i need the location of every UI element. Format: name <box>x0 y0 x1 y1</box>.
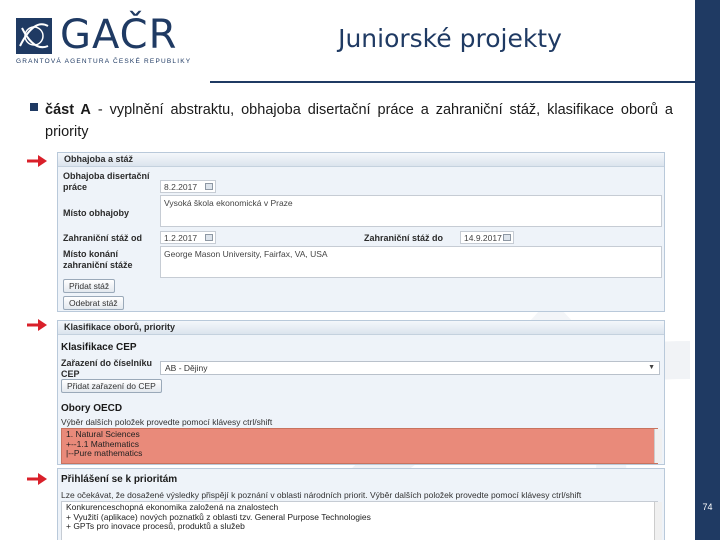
oecd-hint: Výběr dalších položek provedte pomocí klávesy ctrl/shift <box>61 417 273 427</box>
list-item[interactable]: + GPTs pro inovace procesů, produktů a služeb <box>66 521 245 531</box>
stay-place-label: Místo konání zahraniční stáže <box>63 249 133 270</box>
bullet-lead: část A <box>45 102 91 118</box>
list-item[interactable]: +--1.1 Mathematics <box>66 438 139 449</box>
cep-title: Klasifikace CEP <box>61 342 137 353</box>
defense-date-value: 8.2.2017 <box>164 182 198 192</box>
calendar-icon[interactable] <box>205 234 213 241</box>
add-cep-button[interactable]: Přidat zařazení do CEP <box>61 379 162 393</box>
page-number: 74 <box>702 502 713 512</box>
bullet-square <box>30 103 38 111</box>
arrow-icon <box>26 154 48 168</box>
remove-stay-button[interactable]: Odebrat stáž <box>63 296 124 310</box>
calendar-icon[interactable] <box>205 183 213 190</box>
panel-header: Obhajoba a stáž <box>58 153 664 167</box>
stay-from-value: 1.2.2017 <box>164 233 198 243</box>
calendar-icon[interactable] <box>503 234 511 241</box>
panel-header: Klasifikace oborů, priority <box>58 321 664 335</box>
list-item[interactable]: + Využití (aplikace) nových poznatků z oblasti tzv. General Purpose Technologies <box>66 511 371 522</box>
stay-from-input[interactable] <box>160 231 216 244</box>
bullet-text <box>45 99 673 143</box>
cep-label: Zařazení do číselníku CEP <box>61 358 153 379</box>
classification-panel <box>57 320 665 465</box>
defense-place-input[interactable]: Vysoká škola ekonomická v Praze <box>160 195 662 227</box>
cep-select[interactable] <box>160 361 660 375</box>
bullet-body: - vyplnění abstraktu, obhajoba disertační práce a zahraniční stáž, klasifikace oborů a priority <box>45 102 673 140</box>
defense-date-label: Obhajoba disertační práce <box>63 171 150 192</box>
arrow-icon <box>26 472 48 486</box>
list-item[interactable]: 1. Natural Sciences <box>66 429 140 439</box>
priorities-hint: Lze očekávat, že dosažené výsledky přispějí k poznání v oblasti národních priorit. Výběr dalších položek provedte pomocí klávesy ctrl/shift <box>61 490 582 500</box>
arrow-icon <box>26 318 48 332</box>
defense-date-input[interactable] <box>160 180 216 193</box>
defense-place-label: Místo obhajoby <box>63 208 129 218</box>
priorities-listbox[interactable] <box>61 501 658 540</box>
scrollbar[interactable] <box>654 429 662 463</box>
oecd-listbox[interactable] <box>61 428 658 464</box>
gacr-logo <box>14 12 192 70</box>
defense-stay-panel <box>57 152 665 312</box>
logo-subtitle: GRANTOVÁ AGENTURA ČESKÉ REPUBLIKY <box>16 58 192 65</box>
add-stay-button[interactable]: Přidat stáž <box>63 279 115 293</box>
logo-text: GAČR <box>60 12 178 58</box>
chevron-down-icon: ▼ <box>648 364 655 371</box>
stay-from-label: Zahraniční stáž od <box>63 233 143 243</box>
priorities-title: Přihlášení se k prioritám <box>61 474 178 485</box>
scrollbar[interactable] <box>654 502 662 540</box>
oecd-title: Obory OECD <box>61 403 123 414</box>
list-item[interactable]: |--Pure mathematics <box>66 448 143 458</box>
right-side-bar <box>695 0 720 540</box>
stay-to-label: Zahraniční stáž do <box>364 233 444 243</box>
list-item[interactable]: Konkurenceschopná ekonomika založená na znalostech <box>66 502 279 512</box>
logo-globe-icon <box>14 16 54 56</box>
stay-to-input[interactable] <box>460 231 514 244</box>
priorities-panel <box>57 468 665 540</box>
slide-title: Juniorské projekty <box>338 24 562 53</box>
stay-to-value: 14.9.2017 <box>464 233 502 243</box>
title-rule <box>210 81 695 83</box>
stay-place-input[interactable]: George Mason University, Fairfax, VA, USA <box>160 246 662 278</box>
cep-selected-value: AB - Dějiny <box>165 363 208 373</box>
